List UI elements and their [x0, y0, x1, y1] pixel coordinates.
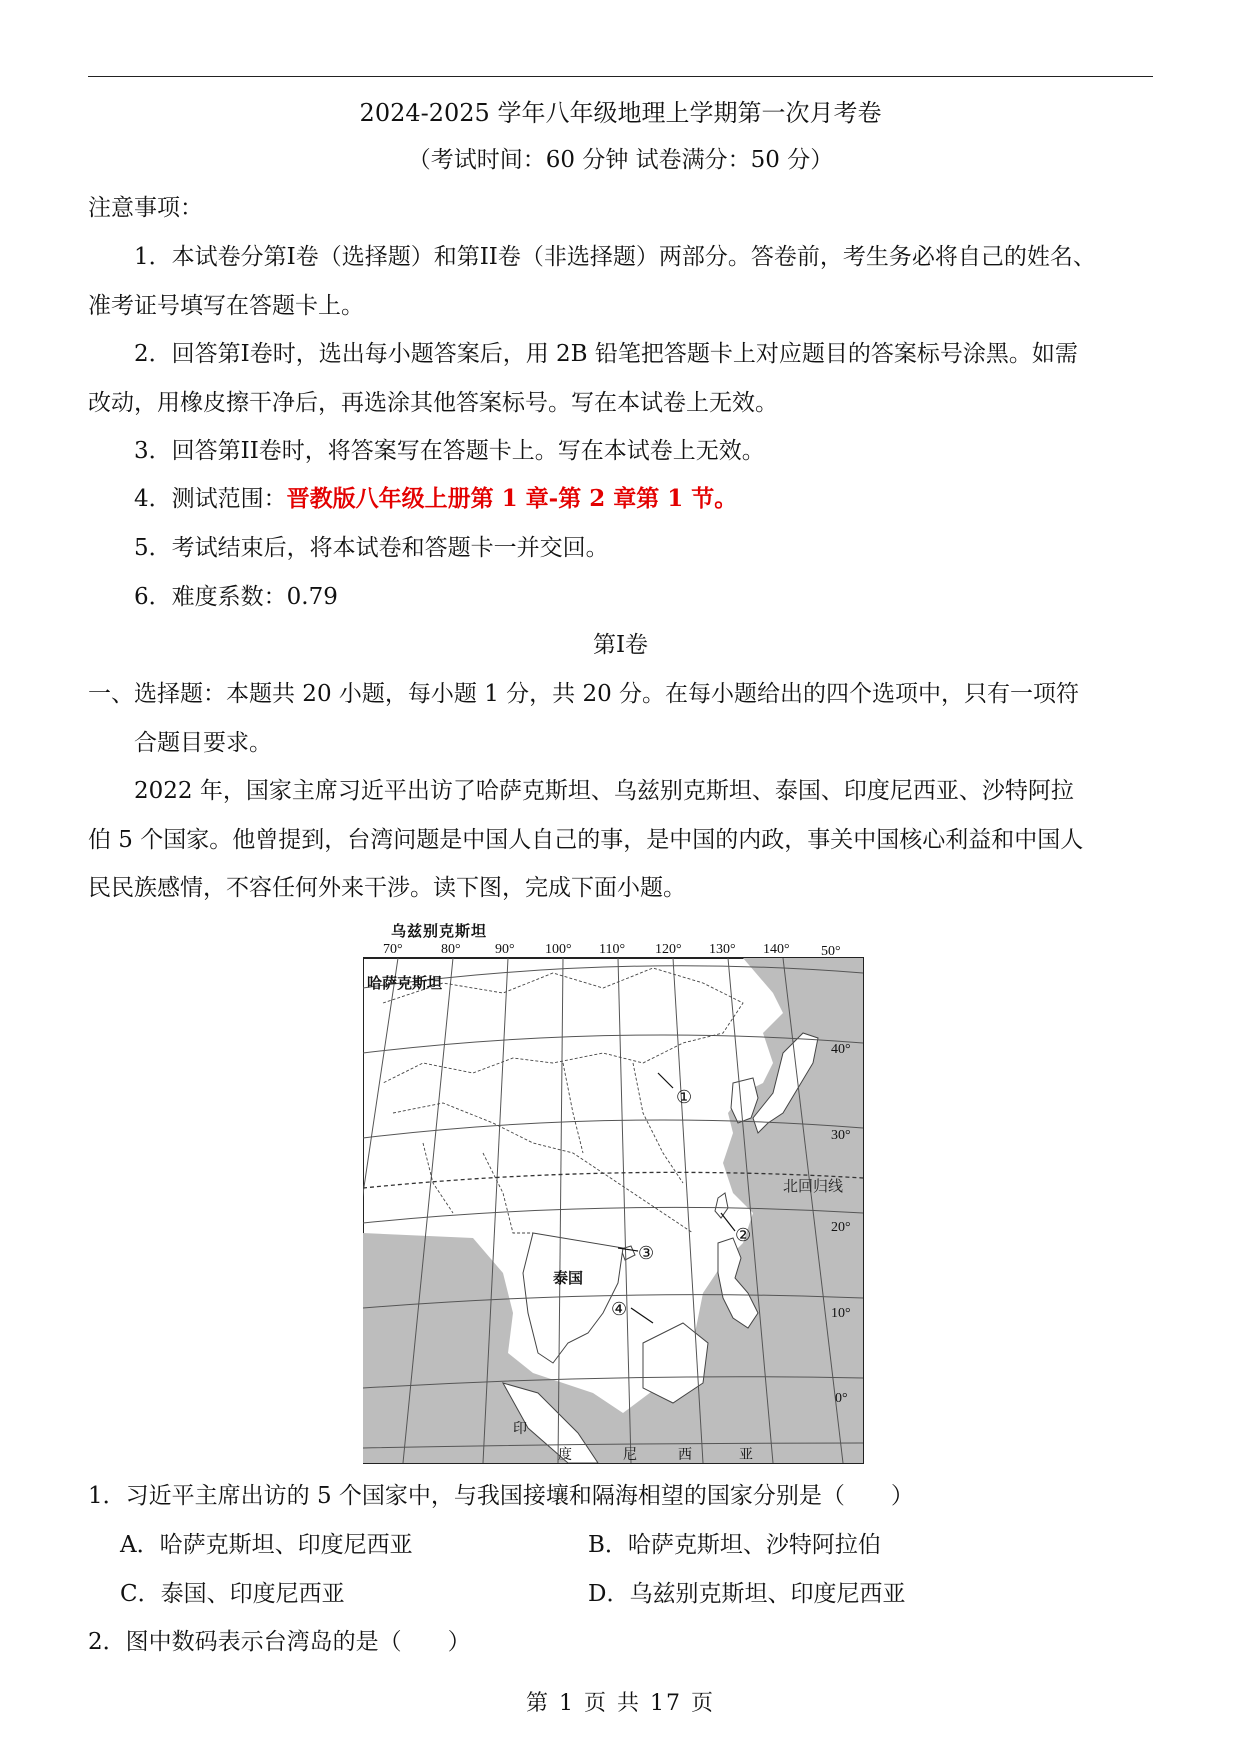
note-item-1-line-2: 准考证号填写在答题卡上。 — [88, 293, 364, 319]
lon-110: 110° — [599, 942, 626, 957]
lon-140: 140° — [763, 942, 790, 957]
note-item-4 — [88, 484, 1153, 514]
question-2: 2．图中数码表示台湾岛的是（ ） — [88, 1629, 471, 1655]
indonesia-char-2: 度 — [558, 1447, 572, 1463]
indonesia-char-5: 亚 — [739, 1447, 753, 1463]
note-item-4-label: 4．测试范围： — [134, 486, 287, 512]
q1-option-d: D．乌兹别克斯坦、印度尼西亚 — [588, 1581, 906, 1607]
lon-130: 130° — [709, 942, 736, 957]
lon-90: 90° — [495, 942, 515, 957]
note-item-1-line-1: 1．本试卷分第I卷（选择题）和第II卷（非选择题）两部分。答卷前，考生务必将自己的姓名、 — [134, 244, 1096, 270]
indonesia-char-4: 西 — [678, 1447, 692, 1463]
header-rule — [88, 76, 1153, 77]
question-1: 1．习近平主席出访的 5 个国家中，与我国接壤和隔海相望的国家分别是（ ） — [88, 1483, 914, 1509]
longitude-labels — [383, 942, 841, 959]
page-number: 第 1 页 共 17 页 — [526, 1691, 715, 1716]
map-label-thailand: 泰国 — [553, 1269, 584, 1287]
section-instruction-line-2: 合题目要求。 — [134, 730, 272, 756]
passage-line-1: 2022 年，国家主席习近平出访了哈萨克斯坦、乌兹别克斯坦、泰国、印度尼西亚、沙特阿拉 — [134, 778, 1074, 804]
exam-subtitle: （考试时间：60 分钟 试卷满分：50 分） — [407, 147, 834, 173]
passage-line-3: 民民族感情，不容任何外来干涉。读下图，完成下面小题。 — [88, 875, 686, 901]
exam-title: 2024-2025 学年八年级地理上学期第一次月考卷 — [359, 99, 882, 127]
lat-40: 40° — [831, 1042, 851, 1057]
notes-heading: 注意事项： — [88, 195, 203, 221]
section-instruction-line-1: 一、选择题：本题共 20 小题，每小题 1 分，共 20 分。在每小题给出的四个选项中，只有一项符 — [88, 681, 1080, 707]
lat-0: 0° — [835, 1391, 848, 1406]
lat-30: 30° — [831, 1128, 851, 1143]
lat-20: 20° — [831, 1220, 851, 1235]
note-item-2-line-1: 2．回答第I卷时，选出每小题答案后，用 2B 铅笔把答题卡上对应题目的答案标号涂黑。如需 — [134, 341, 1078, 367]
part1-heading: 第I卷 — [592, 632, 649, 658]
map-label-tropic: 北回归线 — [783, 1177, 844, 1195]
lon-100: 100° — [545, 942, 572, 957]
map-label-uzbekistan: 乌兹别克斯坦 — [391, 922, 488, 940]
q1-option-b: B．哈萨克斯坦、沙特阿拉伯 — [588, 1532, 881, 1558]
marker-3: ③ — [638, 1243, 655, 1264]
map-graphic — [363, 913, 873, 1468]
note-item-6: 6．难度系数：0.79 — [134, 584, 338, 610]
test-scope: 晋教版八年级上册第 1 章-第 2 章第 1 节。 — [286, 485, 738, 512]
indonesia-char-1: 印 — [513, 1421, 527, 1437]
q1-option-a: A．哈萨克斯坦、印度尼西亚 — [120, 1532, 413, 1558]
lat-10: 10° — [831, 1306, 851, 1321]
lat-50: 50° — [821, 944, 841, 959]
note-item-3: 3．回答第II卷时，将答案写在答题卡上。写在本试卷上无效。 — [134, 438, 765, 464]
lon-80: 80° — [441, 942, 461, 957]
map-label-kazakhstan: 哈萨克斯坦 — [367, 974, 443, 992]
note-item-2-line-2: 改动，用橡皮擦干净后，再选涂其他答案标号。写在本试卷上无效。 — [88, 390, 778, 416]
note-item-5: 5．考试结束后，将本试卷和答题卡一并交回。 — [134, 535, 609, 561]
marker-1: ① — [676, 1087, 693, 1108]
marker-2: ② — [735, 1225, 752, 1246]
passage-line-2: 伯 5 个国家。他曾提到，台湾问题是中国人自己的事，是中国的内政，事关中国核心利益和中国人 — [88, 827, 1084, 853]
lon-70: 70° — [383, 942, 403, 957]
marker-4: ④ — [611, 1299, 628, 1320]
indonesia-char-3: 尼 — [623, 1447, 637, 1463]
q1-option-c: C．泰国、印度尼西亚 — [120, 1581, 345, 1607]
asia-map — [363, 913, 873, 1468]
lon-120: 120° — [655, 942, 682, 957]
